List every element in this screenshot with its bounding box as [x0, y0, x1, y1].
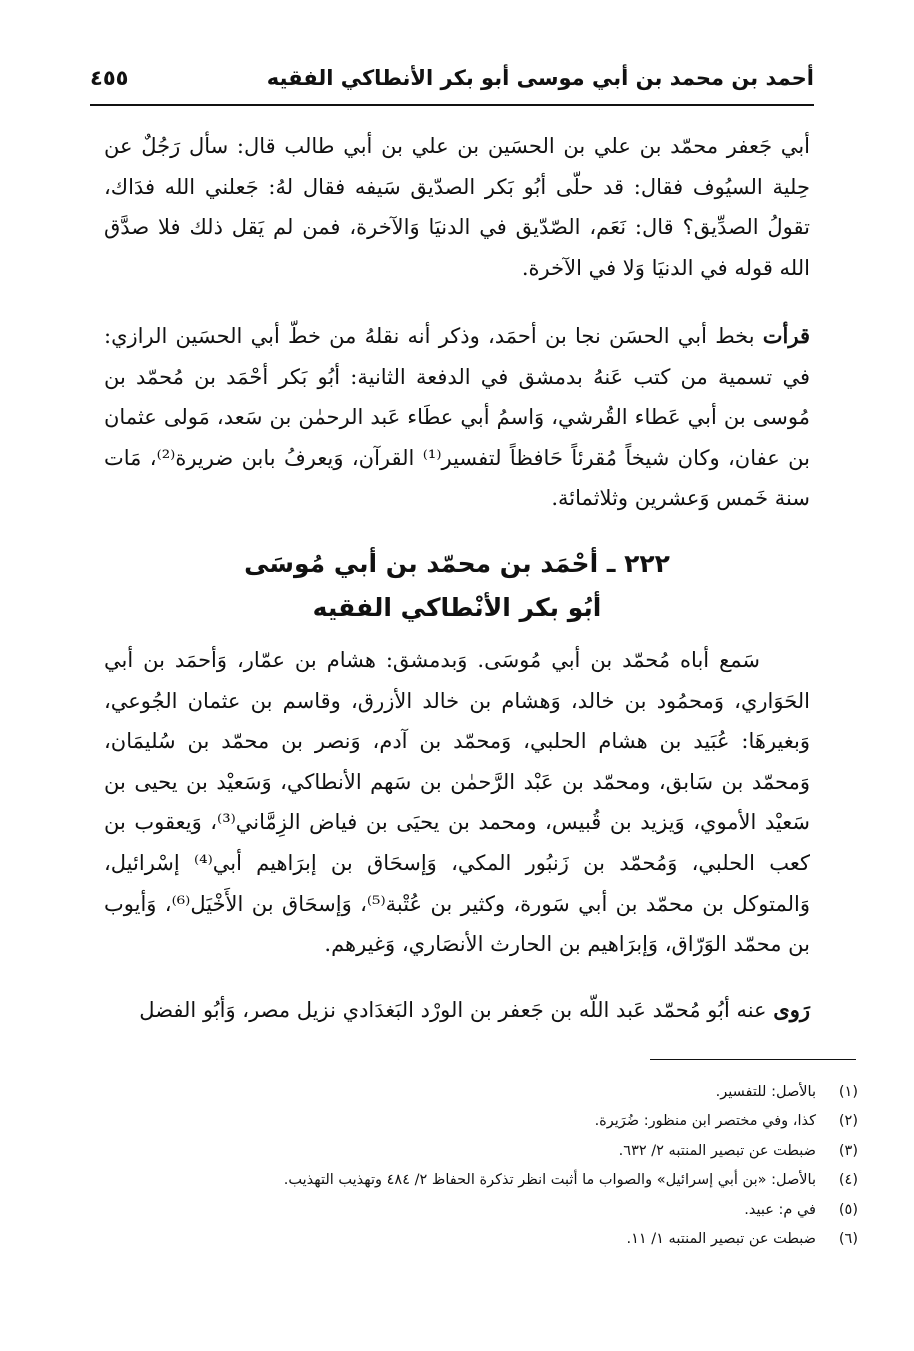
- footnote-number: (١): [838, 1084, 858, 1100]
- footnote-text: بالأصل: «بن أبي إسرائيل» والصواب ما أثبت انظر تذكرة الحفاظ ٢/ ٤٨٤ وتهذيب التهذيب.: [283, 1172, 816, 1189]
- paragraph-lead-word: رَوى: [773, 997, 810, 1022]
- paragraph-teachers: [104, 640, 810, 965]
- entry-heading: [104, 542, 810, 630]
- paragraph-hadith: [104, 126, 810, 288]
- footnote-text: في م: عبيد.: [744, 1201, 816, 1218]
- paragraph-biography-prev: [104, 316, 810, 519]
- footnote-item: [104, 1196, 858, 1225]
- paragraph-text: عنه أبُو مُحمّد عَبد اللّه بن جَعفر بن الورْد البَغدَادي نزيل مصر، وَأبُو الفضل: [139, 998, 774, 1022]
- paragraph-text: أبي جَعفر محمّد بن علي بن الحسَين بن علي بن أبي طالب قال: سأل رَجُلٌ عن حِلية السيُوف فقال: قد حلّى أبُو بَكر الصدّيق سَيفه فقال لهُ: جَعلني الله فدَاك، تقولُ الصدِّيق؟ قال: نَعَم، الصّدّيق في الدنيَا وَالآخرة، فمن لم يَقل ذلك فلا صدَّق الله قوله في الدنيَا وَلا في الآخرة.: [104, 134, 810, 280]
- entry-heading-line2: أبُو بكر الأنْطاكي الفقيه: [312, 593, 602, 622]
- footnote-number: (٦): [838, 1231, 858, 1248]
- page-number: ٤٥٥: [90, 66, 129, 90]
- paragraph-text: سَمع أباه مُحمّد بن أبي مُوسَى. وَبدمشق: هشام بن عمّار، وَأحمَد بن أبي الحَوَاري، وَمحمُود بن خالد، وَهشام بن خالد الأزرق، وقاسم بن عثمان الجُوعي، وَبغيرهَا: عُبَيد بن هشام الحلبي، وَمحمّد بن آدم، وَنصر بن محمّد بن سُليمَان، وَمحمّد بن سَابق، ومحمّد بن عَبْد الرَّحمٰن بن سَهم الأنطاكي، وَسَعيْد بن يحيى بن سَعيْد الأموي، وَيزيد بن قُبيس، ومحمد بن يحيَى بن فياض الزِمَّاني⁽³⁾، وَيعقوب بن كعب الحلبي، وَمُحمّد بن زَنبُور المكي، وَإسحَاق بن إبرَاهيم أبي⁽⁴⁾ إسْرائيل، وَالمتوكل بن محمّد بن أبي سَورة، وكثير بن عُتْبة⁽⁵⁾، وَإسحَاق بن الأَخْيَل⁽⁶⁾، وَأيوب بن محمّد الوَرّاق، وَإبرَاهيم بن الحارث الأنصَاري، وَغيرهم.: [104, 648, 810, 957]
- paragraph-narrators: [104, 990, 810, 1031]
- footnote-text: كذا، وفي مختصر ابن منظور: ضُرَيرة.: [594, 1113, 816, 1130]
- footnote-item: [104, 1225, 858, 1254]
- footnote-number: (٥): [838, 1201, 858, 1218]
- entry-heading-line1: ٢٢٢ ـ أحْمَد بن محمّد بن أبي مُوسَى: [244, 549, 670, 578]
- running-header: [90, 62, 814, 102]
- header-divider: [90, 104, 814, 106]
- footnote-text: ضبطت عن تبصير المنتبه ٢/ ٦٣٢.: [618, 1142, 816, 1159]
- footnote-item: [104, 1078, 858, 1107]
- footnote-item: [104, 1166, 858, 1195]
- footnote-text: ضبطت عن تبصير المنتبه ١/ ١١.: [626, 1231, 816, 1248]
- footnote-number: (٢): [838, 1113, 858, 1130]
- running-title: أحمد بن محمد بن أبي موسى أبو بكر الأنطاكي الفقيه: [266, 66, 814, 90]
- footnote-number: (٣): [838, 1142, 858, 1159]
- footnote-item: [104, 1137, 858, 1166]
- footnote-number: (٤): [838, 1172, 858, 1189]
- paragraph-lead-word: قرأت: [762, 323, 810, 348]
- footnote-text: بالأصل: للتفسير.: [715, 1084, 816, 1100]
- footnotes-list: [104, 1078, 858, 1254]
- footnote-item: [104, 1107, 858, 1136]
- paragraph-text: بخط أبي الحسَن نجا بن أحمَد، وذكر أنه نقلهُ من خطّ أبي الحسَين الرازي: في تسمية من كتب عَنهُ بدمشق في الدفعة الثانية: أبُو بَكر أحْمَد بن مُحمّد بن مُوسى بن أبي عَطاء القُرشي، وَاسمُ أبي عطَاء عَبد الرحمٰن بن سَعد، مَولى عثمان بن عفان، وكان شيخاً مُقرئاً حَافظاً لتفسير⁽¹⁾ القرآن، وَيعرفُ بابن ضريرة⁽²⁾، مَات سنة خَمس وَعشرين وثلاثمائة.: [104, 324, 810, 511]
- footnote-divider: [650, 1059, 856, 1060]
